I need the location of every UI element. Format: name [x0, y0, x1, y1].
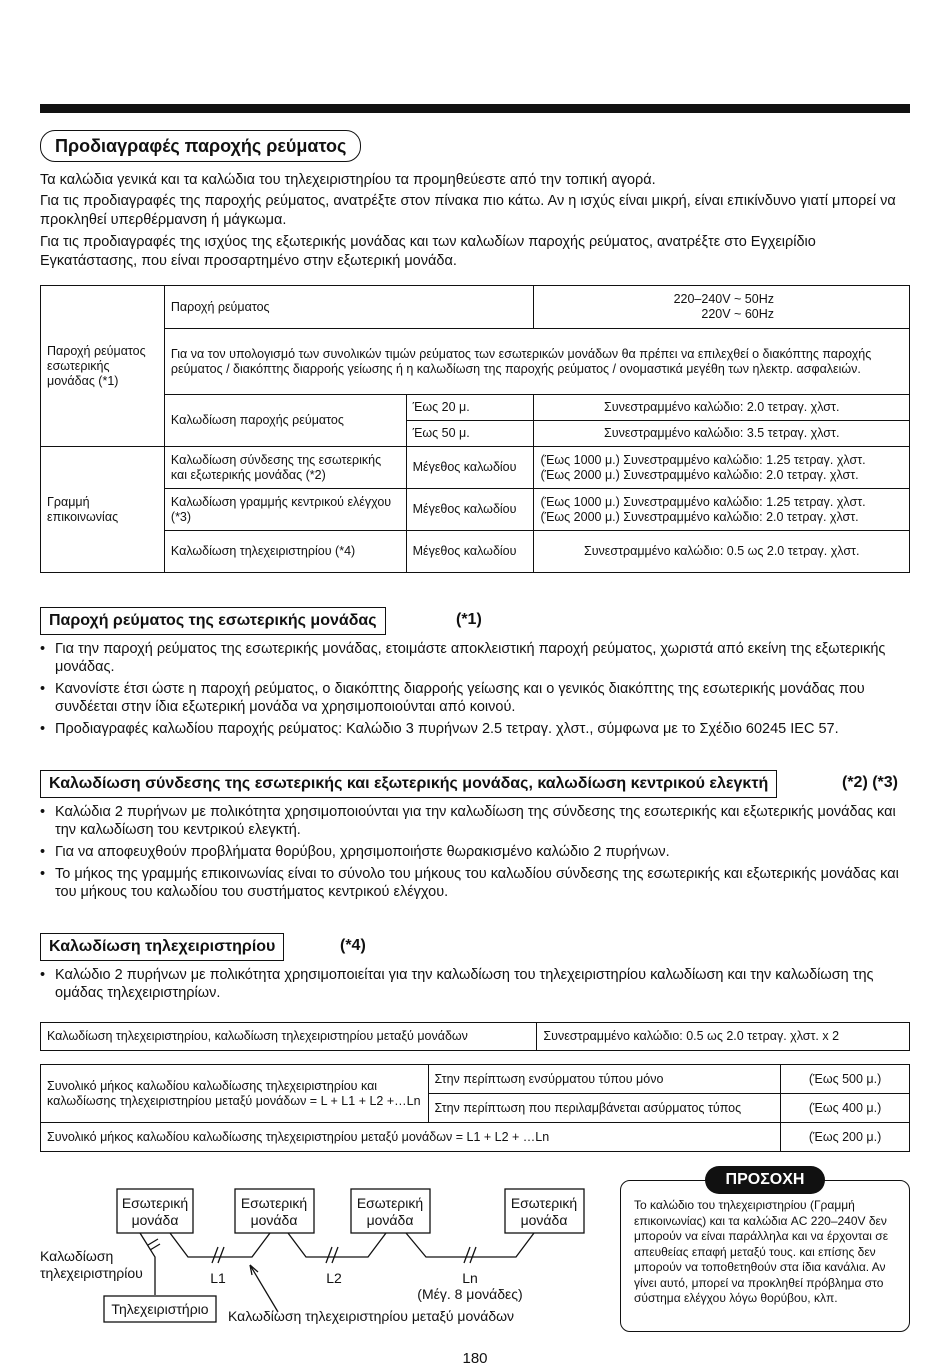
label-l1: L1 [210, 1270, 226, 1286]
svg-text:μονάδα: μονάδα [131, 1212, 179, 1228]
list-item: • Το μήκος της γραμμής επικοινωνίας είναι το σύνολο του μήκους του καλωδίου σύνδεσης της εσωτερικής και εξωτερικής μονάδας και του μήκους του καλωδίου του συστήματος κεντρικού ελέγχου. [40, 865, 912, 901]
total-length-label: Συνολικό μήκος καλωδίου καλωδίωσης τηλεχειριστηρίου και καλωδίωσης τηλεχειριστηρίου μεταξύ μονάδων = L + L1 + L2 +…Ln [41, 1065, 429, 1123]
wiring-diagram [30, 1175, 610, 1335]
wireless-label: Στην περίπτωση που περιλαμβάνεται ασύρματος τύπος [428, 1094, 781, 1123]
svg-text:Εσωτερική: Εσωτερική [121, 1195, 189, 1211]
svg-text:Εσωτερική: Εσωτερική [240, 1195, 308, 1211]
remote-wiring-value: Συνεστραμμένο καλώδιο: 0.5 ως 2.0 τετραγ. χλστ. x 2 [537, 1023, 910, 1051]
wireless-value: (Έως 400 μ.) [781, 1094, 910, 1123]
section-connection-title: Καλωδίωση σύνδεσης της εσωτερικής και εξωτερικής μονάδας, καλωδίωση κεντρικού ελεγκτή [40, 770, 777, 798]
remote-label: Καλωδίωση τηλεχειριστηρίου (*4) [164, 531, 406, 573]
len-50: Έως 50 μ. [406, 421, 534, 447]
list-item: • Για την παροχή ρεύματος της εσωτερικής μονάδας, ετοιμάστε αποκλειστική παροχή ρεύματος, χωριστά από εκείνη της εξωτερικής μονάδας. [40, 640, 912, 676]
list-item: • Κανονίστε έτσι ώστε η παροχή ρεύματος, ο διακόπτης διαρροής γείωσης και ο γενικός διακόπτης της εσωτερικής μονάδας που συνδέεται στην ίδια εξωτερική μονάδα να χρησιμοποιούνται από κοινού. [40, 680, 912, 716]
remote-wiring-label-2: τηλεχειριστηρίου [40, 1265, 143, 1281]
svg-text:Τηλεχειριστήριο: Τηλεχειριστήριο [111, 1301, 209, 1317]
list-item: • Καλώδια 2 πυρήνων με πολικότητα χρησιμοποιούνται για την καλωδίωση της σύνδεσης της εσωτερικής και εξωτερικής μονάδας και την καλωδίωση του κεντρικού ελεγκτή. [40, 803, 912, 839]
between-units-caption: Καλωδίωση τηλεχειριστηρίου μεταξύ μονάδων [228, 1308, 515, 1324]
list-item: • Προδιαγραφές καλωδίου παροχής ρεύματος: Καλώδιο 3 πυρήνων 2.5 τετραγ. χλστ., σύμφωνα με το Σχέδιο 60245 IEC 57. [40, 720, 912, 738]
group-indoor-power: Παροχή ρεύματος εσωτερικής μονάδας (*1) [41, 286, 165, 447]
section-remote-ref: (*4) [340, 937, 366, 954]
remote-size-label: Μέγεθος καλωδίου [406, 531, 534, 573]
page-title: Προδιαγραφές παροχής ρεύματος [40, 130, 361, 162]
central-size-label: Μέγεθος καλωδίου [406, 489, 534, 531]
remote-controller [104, 1296, 216, 1322]
wired-only-value: (Έως 500 μ.) [781, 1065, 910, 1094]
indoor-unit-4 [505, 1189, 584, 1233]
section-remote-list [40, 966, 912, 1006]
svg-text:μονάδα: μονάδα [520, 1212, 568, 1228]
svg-text:Εσωτερική: Εσωτερική [510, 1195, 578, 1211]
arrow-head-icon [250, 1265, 258, 1275]
svg-text:μονάδα: μονάδα [250, 1212, 298, 1228]
intro-paragraph-2: Για τις προδιαγραφές της παροχής ρεύματος, ανατρέξτε στον πίνακα πιο κάτω. Αν η ισχύς είναι μικρή, είναι επικίνδυνο γιατί μπορεί να προκληθεί υπερθέρμανση ή μάγκωμα. [40, 193, 896, 228]
supply-value: 220–240V ~ 50Hz 220V ~ 60Hz [534, 286, 910, 329]
conn-label: Καλωδίωση σύνδεσης της εσωτερικής και εξωτερικής μονάδας (*2) [164, 447, 406, 489]
svg-text:μονάδα: μονάδα [366, 1212, 414, 1228]
inter-unit-wire [170, 1233, 534, 1257]
indoor-unit-2 [235, 1189, 314, 1233]
indoor-unit-1 [117, 1189, 193, 1233]
section-remote-title: Καλωδίωση τηλεχειριστηρίου [40, 933, 284, 961]
central-label: Καλωδίωση γραμμής κεντρικού ελέγχου (*3) [164, 489, 406, 531]
indoor-unit-3 [351, 1189, 430, 1233]
remote-value: Συνεστραμμένο καλώδιο: 0.5 ως 2.0 τετραγ. χλστ. [534, 531, 910, 573]
conn-value: (Έως 1000 μ.) Συνεστραμμένο καλώδιο: 1.25 τετραγ. χλστ. (Έως 2000 μ.) Συνεστραμμένο καλώδιο: 2.0 τετραγ. χλστ. [534, 447, 910, 489]
length-table [40, 1064, 910, 1152]
list-item: • Για να αποφευχθούν προβλήματα θορύβου, χρησιμοποιήστε θωρακισμένο καλώδιο 2 πυρήνων. [40, 843, 912, 861]
calc-note: Για να τον υπολογισμό των συνολικών τιμών ρεύματος των εσωτερικών μονάδων θα πρέπει να επιλεχθεί ο διακόπτης παροχής ρεύματος / διακόπτης διαρροής γείωσης ή η καλωδίωση της παροχής ρεύματος / ονομαστικά μεγέθη των ηλεκτρ. ασφαλειών. [164, 329, 909, 395]
page-number: 180 [462, 1350, 488, 1367]
header-rule [40, 104, 910, 113]
wiring-label: Καλωδίωση παροχής ρεύματος [164, 395, 406, 447]
conn-size-label: Μέγεθος καλωδίου [406, 447, 534, 489]
group-communication: Γραμμή επικοινωνίας [41, 447, 165, 573]
section-connection-list [40, 803, 912, 905]
svg-text:Εσωτερική: Εσωτερική [356, 1195, 424, 1211]
caution-text: Το καλώδιο του τηλεχειριστηρίου (Γραμμή επικοινωνίας) και τα καλώδια AC 220–240V δεν μπορούν να είναι παράλληλα και να έρχονται σε απευθείας επαφή μεταξύ τους. και επίσης δεν μπορούν να τοποθετηθούν στα ίδια κανάλια. Αν γίνει αυτό, μπορεί να προκληθεί πρόβλημα στο σύστημα ελέγχου λόγω θορύβου, κλπ. [634, 1198, 889, 1305]
label-l2: L2 [326, 1270, 342, 1286]
remote-wiring-label: Καλωδίωση [40, 1248, 114, 1264]
label-ln: Ln [462, 1270, 478, 1286]
break-mark-l1 [212, 1247, 224, 1263]
section-connection-ref: (*2) (*3) [842, 774, 899, 791]
break-mark-l2 [326, 1247, 338, 1263]
wired-only-label: Στην περίπτωση ενσύρματου τύπου μόνο [428, 1065, 781, 1094]
between-units-label: Συνολικό μήκος καλωδίου καλωδίωσης τηλεχειριστηρίου μεταξύ μονάδων = L1 + L2 + …Ln [41, 1123, 781, 1152]
intro-paragraph-3: Για τις προδιαγραφές της ισχύος της εξωτερικής μονάδας και των καλωδίων παροχής ρεύματος, ανατρέξτε στο Εγχειρίδιο Εγκατάστασης, που είναι προσαρτημένο στην εξωτερική μονάδα. [40, 234, 816, 269]
list-item: • Καλώδιο 2 πυρήνων με πολικότητα χρησιμοποιείται για την καλωδίωση του τηλεχειριστηρίου καλωδίωση και την καλωδίωση της ομάδας τηλεχειριστηρίων. [40, 966, 912, 1002]
intro-paragraph-1: Τα καλώδια γενικά και τα καλώδια του τηλεχειριστηρίου τα προμηθεύεστε από την τοπική αγορά. [40, 172, 656, 188]
len-20: Έως 20 μ. [406, 395, 534, 421]
between-units-value: (Έως 200 μ.) [781, 1123, 910, 1152]
remote-wiring-label: Καλωδίωση τηλεχειριστηρίου, καλωδίωση τηλεχειριστηρίου μεταξύ μονάδων [41, 1023, 537, 1051]
len-20-value: Συνεστραμμένο καλώδιο: 2.0 τετραγ. χλστ. [534, 395, 910, 421]
len-50-value: Συνεστραμμένο καλώδιο: 3.5 τετραγ. χλστ. [534, 421, 910, 447]
remote-wiring-table [40, 1022, 910, 1051]
central-value: (Έως 1000 μ.) Συνεστραμμένο καλώδιο: 1.25 τετραγ. χλστ. (Έως 2000 μ.) Συνεστραμμένο καλώδιο: 2.0 τετραγ. χλστ. [534, 489, 910, 531]
section-indoor-power-title: Παροχή ρεύματος της εσωτερικής μονάδας [40, 607, 386, 635]
caution-title: ΠΡΟΣΟΧΗ [705, 1166, 825, 1194]
section-indoor-power-ref: (*1) [456, 611, 482, 628]
power-spec-table [40, 285, 910, 573]
max-units-label: (Μέγ. 8 μονάδες) [417, 1286, 523, 1302]
break-mark-ln [464, 1247, 476, 1263]
leader-line [250, 1265, 278, 1312]
supply-label: Παροχή ρεύματος [164, 286, 534, 329]
section-indoor-power-list [40, 640, 912, 742]
